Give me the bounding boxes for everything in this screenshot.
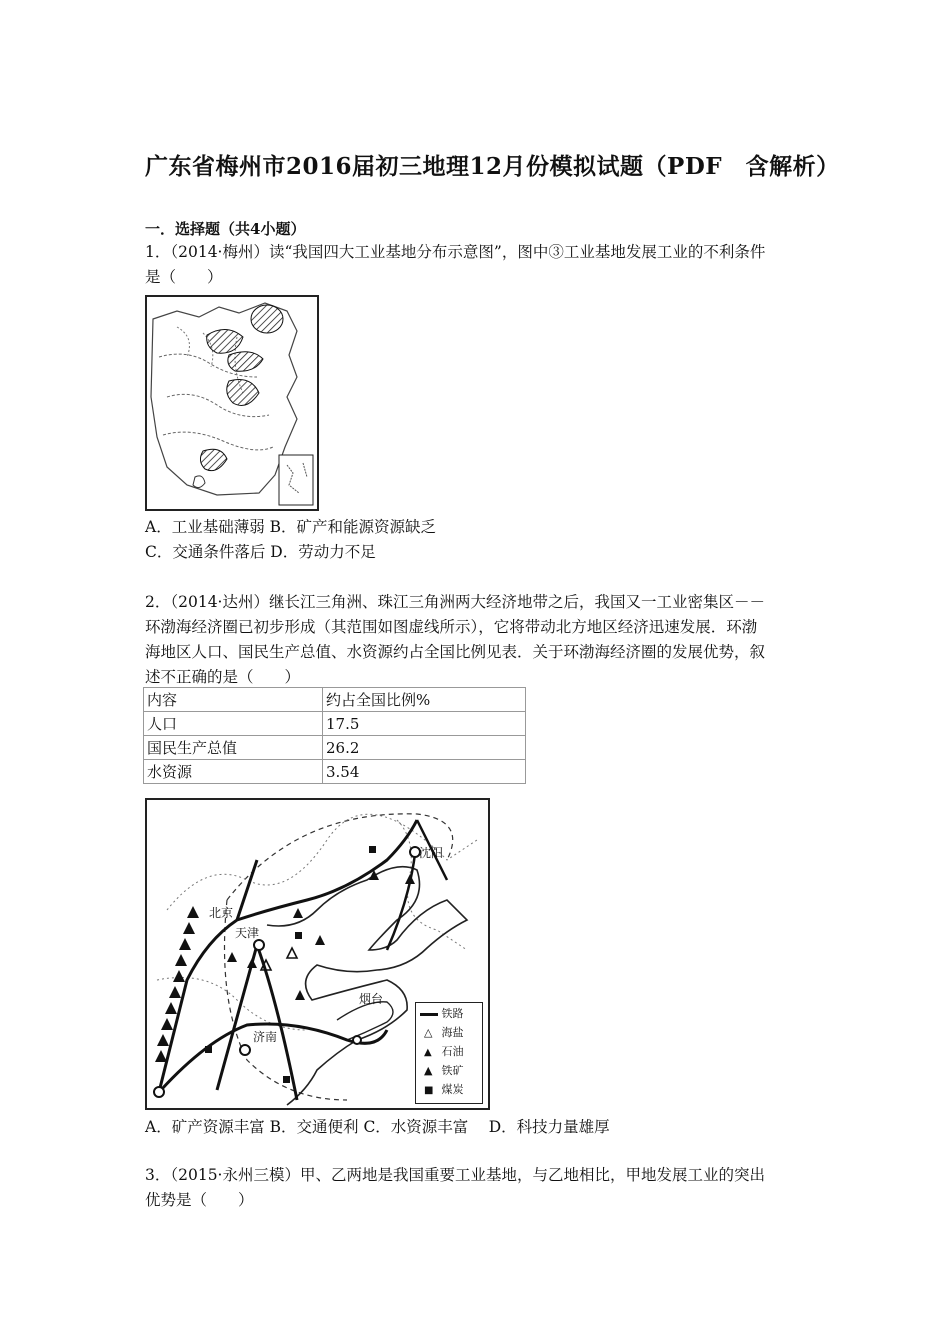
table-cell: 人口 (144, 712, 323, 736)
industrial-base-map-drawing (147, 297, 317, 509)
table-header-cell: 约占全国比例% (323, 688, 526, 712)
table-cell: 17.5 (323, 712, 526, 736)
map-label-jinan: 济南 (253, 1030, 278, 1044)
hollow-triangle-icon: △ (424, 1026, 433, 1039)
question-1 (145, 240, 810, 290)
legend-label: 煤炭 (441, 1083, 464, 1096)
question-3-line-1: 3．（2015·永州三模）甲、乙两地是我国重要工业基地，与乙地相比，甲地发展工业的突出 (145, 1166, 765, 1184)
table-cell: 26.2 (323, 736, 526, 760)
square-icon: ■ (424, 1085, 434, 1096)
table-row (144, 760, 526, 784)
bohai-economic-circle-map (145, 798, 490, 1110)
map-label-yantai: 烟台 (359, 992, 384, 1006)
legend-label: 海盐 (441, 1026, 464, 1039)
legend-railway (420, 1005, 464, 1021)
question-1-line-1: 1．（2014·梅州）读“我国四大工业基地分布示意图”，图中③工业基地发展工业的不利条件 (145, 243, 766, 261)
legend-label: 铁路 (441, 1007, 464, 1020)
map-legend (415, 1002, 483, 1104)
table-row (144, 736, 526, 760)
section-heading: 一．选择题（共4小题） (145, 220, 306, 238)
question-2-line-2: 环渤海经济圈已初步形成（其范围如图虚线所示），它将带动北方地区经济迅速发展．环渤 (145, 618, 758, 636)
legend-label: 石油 (441, 1045, 464, 1058)
legend-oil (424, 1043, 464, 1059)
question-2-line-1: 2．（2014·达州）继长江三角洲、珠江三角洲两大经济地带之后，我国又一工业密集区－－ (145, 593, 765, 611)
question-1-option-line-2: C．交通条件落后 D．劳动力不足 (145, 543, 376, 561)
triangle-icon: ▲ (424, 1064, 433, 1077)
question-3-line-2: 优势是（ ） (145, 1191, 254, 1209)
question-2-options: A．矿产资源丰富 B．交通便利 C．水资源丰富 D．科技力量雄厚 (145, 1118, 610, 1136)
small-triangle-icon: ▲ (424, 1047, 432, 1058)
question-2 (145, 590, 810, 690)
page-title: 广东省梅州市2016届初三地理12月份模拟试题（PDF 含解析） (145, 153, 840, 180)
table-header-cell: 内容 (144, 688, 323, 712)
map-label-tianjin: 天津 (235, 926, 260, 940)
question-3 (145, 1163, 810, 1213)
map-label-shenyang: 沈阳 (419, 846, 444, 860)
question-1-option-line-1: A．工业基础薄弱 B．矿产和能源资源缺乏 (145, 518, 437, 536)
table-row (144, 712, 526, 736)
map-label-beijing: 北京 (209, 906, 234, 920)
table-cell: 水资源 (144, 760, 323, 784)
question-1-line-2: 是（ ） (145, 268, 223, 286)
table-header-row (144, 688, 526, 712)
railway-icon (420, 1013, 438, 1016)
proportion-table (143, 687, 526, 784)
legend-iron-ore (424, 1062, 464, 1078)
table-cell: 国民生产总值 (144, 736, 323, 760)
legend-coal (424, 1081, 464, 1097)
legend-label: 铁矿 (441, 1064, 464, 1077)
legend-sea-salt (424, 1024, 464, 1040)
question-2-line-3: 海地区人口、国民生产总值、水资源约占全国比例见表．关于环渤海经济圈的发展优势，叙 (145, 643, 766, 661)
industrial-base-map (145, 295, 319, 511)
table-cell: 3.54 (323, 760, 526, 784)
question-2-line-4: 述不正确的是（ ） (145, 668, 301, 686)
